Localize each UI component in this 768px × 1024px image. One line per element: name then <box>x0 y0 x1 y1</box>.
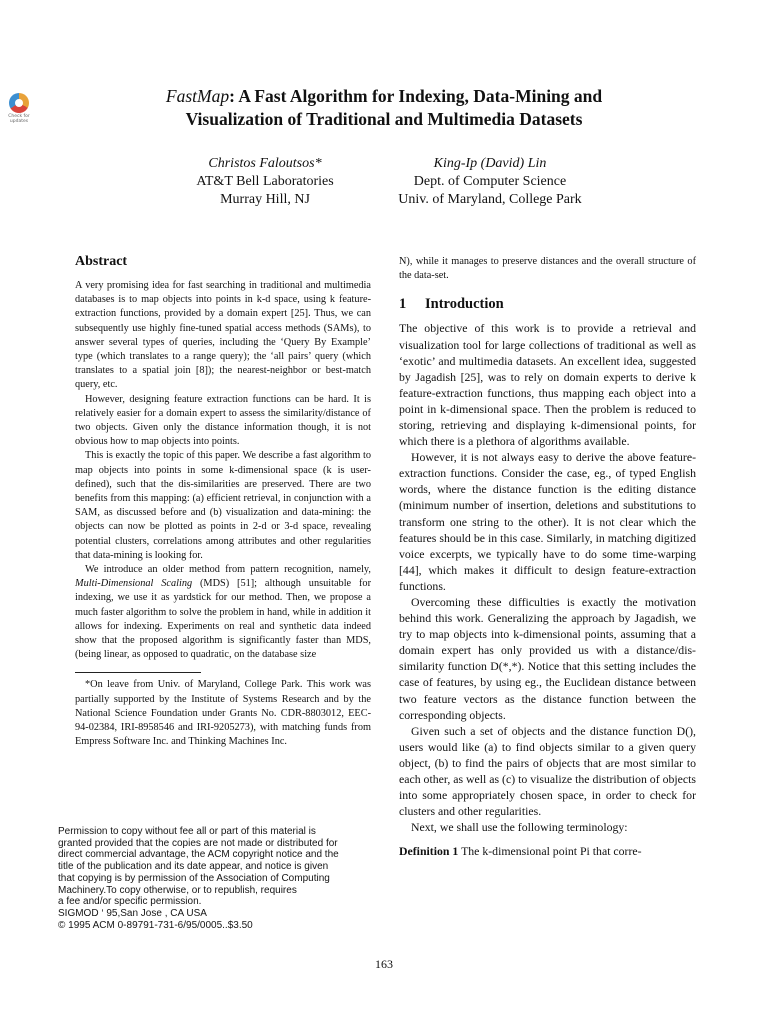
author-name: King-Ip (David) Lin <box>433 156 547 171</box>
abstract-heading: Abstract <box>75 254 128 269</box>
title-italic: FastMap <box>165 86 230 106</box>
section-number: 1 <box>399 296 407 313</box>
definition-label: Definition 1 <box>399 844 459 859</box>
left-column <box>75 253 371 750</box>
author-affiliation: Dept. of Computer Science <box>413 174 567 189</box>
abstract-paragraph: However, designing feature extraction functions can be hard. It is relatively easier for a domain expert to assess the similarity/distance of two objects. Given only the distance information though, it is not obvious how to map objects into points. <box>75 393 371 448</box>
crossmark-icon[interactable] <box>9 93 29 113</box>
intro-paragraph: Overcoming these difficulties is exactly the motivation behind this work. Generalizing the approach by Jagadish, we try to map objects into k-dimensional points, assuming that a domain expert has only provided us with a distance/dis-similarity function D(*,*). Notice that this setting includes the case of features, by using eg., the Euclidean distance between two feature vectors as the distance function between the corresponding objects. <box>399 595 696 722</box>
title-line2: Visualization of Traditional and Multimedia Datasets <box>185 109 583 129</box>
paper-title <box>100 85 668 131</box>
right-column <box>399 255 696 860</box>
check-for-updates-badge[interactable] <box>4 93 34 124</box>
intro-paragraph: However, it is not always easy to derive the above feature-extraction functions. Consider the case, eg., of typed English words, where the distance function is the editing distance (minimum number of insertion, deletions and substitutions to transform one string to the other). It is not clear which the features should be in this case. Similarly, in matching digitized voice excerpts, we typically have to do some time-warping [44], which makes it difficult to design feature-extraction functions. <box>399 450 696 593</box>
intro-paragraph: Next, we shall use the following terminology: <box>411 820 628 835</box>
author-affiliation: AT&T Bell Laboratories <box>196 174 334 189</box>
author-location: Univ. of Maryland, College Park <box>398 192 582 207</box>
footnote: *On leave from Univ. of Maryland, College Park. This work was partially supported by the Institute of Systems Research and by the National Science Foundation under Grants No. CDR-8803012, EEC-94-02384, IRI-8958546 and IRI-9205273), with matching funds from Empress Software Inc. and Thinking Machines Inc. <box>75 679 371 748</box>
author-location: Murray Hill, NJ <box>220 192 310 207</box>
footnote-divider <box>75 672 201 673</box>
section-heading-introduction <box>399 295 696 313</box>
abstract-continuation: N), while it manages to preserve distances and the overall structure of the data-set. <box>399 256 696 282</box>
author-block-2 <box>375 155 605 209</box>
abstract-paragraph: A very promising idea for fast searching in traditional and multimedia databases is to map objects into points in k-d space, using k feature-extraction functions, provided by a domain expert [25]. Thus, we can subsequently use highly fine-tuned spatial access methods (SAMs), to answer several types of queries, including the ‘Query By Example’ type (which translates to a range query); the ‘all pairs’ query (which translates to a spatial join [8]); the nearest-neighbor or best-match query, etc. <box>75 280 371 391</box>
intro-paragraph: The objective of this work is to provide a retrieval and visualization tool for large collections of traditional as well as ‘exotic’ and multimedia datasets. An excellent idea, suggested by Jagadish [25], was to rely on domain experts to derive k feature-extraction functions, thus mapping each object into a point in k-dimensional space. Then the problem is reduced to storing, retrieving and displaying k-dimensional points, for which there is a plethora of algorithms available. <box>399 321 696 449</box>
permission-notice: Permission to copy without fee all or part of this material is granted provided that the copies are not made or distributed for direct commercial advantage, the ACM copyright notice and the title of the publication and its date appear, and notice is given that copying is by permission of the Association of Computing Machinery.To copy otherwise, or to republish, requires a fee and/or specific permission. SIGMOD ‘ 95,San Jose , CA USA © 1995 ACM 0-89791-731-6/95/0005..$3.50 <box>58 826 373 931</box>
definition <box>399 843 696 859</box>
section-title: Introduction <box>425 296 504 313</box>
abstract-paragraph: This is exactly the topic of this paper. We describe a fast algorithm to map objects into points in some k-dimensional space (k is user-defined), such that the dis-similarities are preserved. There are two benefits from this mapping: (a) efficient retrieval, in conjunction with a SAM, as discussed before and (b) visualization and data-mining: the objects can now be plotted as points in 2-d or 3-d space, revealing potential clusters, correlations among attributes and other regularities that data-mining is looking for. <box>75 450 371 561</box>
conference-line: SIGMOD ‘ 95,San Jose , CA USA <box>58 907 207 919</box>
page-number: 163 <box>375 957 393 971</box>
copyright-line: © 1995 ACM 0-89791-731-6/95/0005..$3.50 <box>58 919 253 931</box>
author-block-1 <box>150 155 380 209</box>
definition-text: The k-dimensional point Pi that corre- <box>458 844 642 859</box>
abstract-paragraph: We introduce an older method from pattern recognition, namely, Multi-Dimensional Scaling (MDS) [51]; although unsuitable for indexing, we use it as yardstick for our method. Then, we propose a much faster algorithm to solve the problem in hand, while in addition it allows for indexing. Experiments on real and synthetic data indeed show that the proposed algorithm is significantly faster than MDS, (being linear, as opposed to quadratic, on the database size <box>75 564 371 661</box>
title-line1: : A Fast Algorithm for Indexing, Data-Mining and <box>229 86 603 106</box>
intro-paragraph: Given such a set of objects and the distance function D(), users would like (a) to find objects similar to a given query object, (b) to find the pairs of objects that are most similar to each other, as well as (c) to visualize the distribution of objects into some appropriately chosen space, in order to check for clusters and other regularities. <box>399 723 696 819</box>
badge-label: Check for updates <box>8 114 30 124</box>
author-name: Christos Faloutsos* <box>208 156 322 171</box>
